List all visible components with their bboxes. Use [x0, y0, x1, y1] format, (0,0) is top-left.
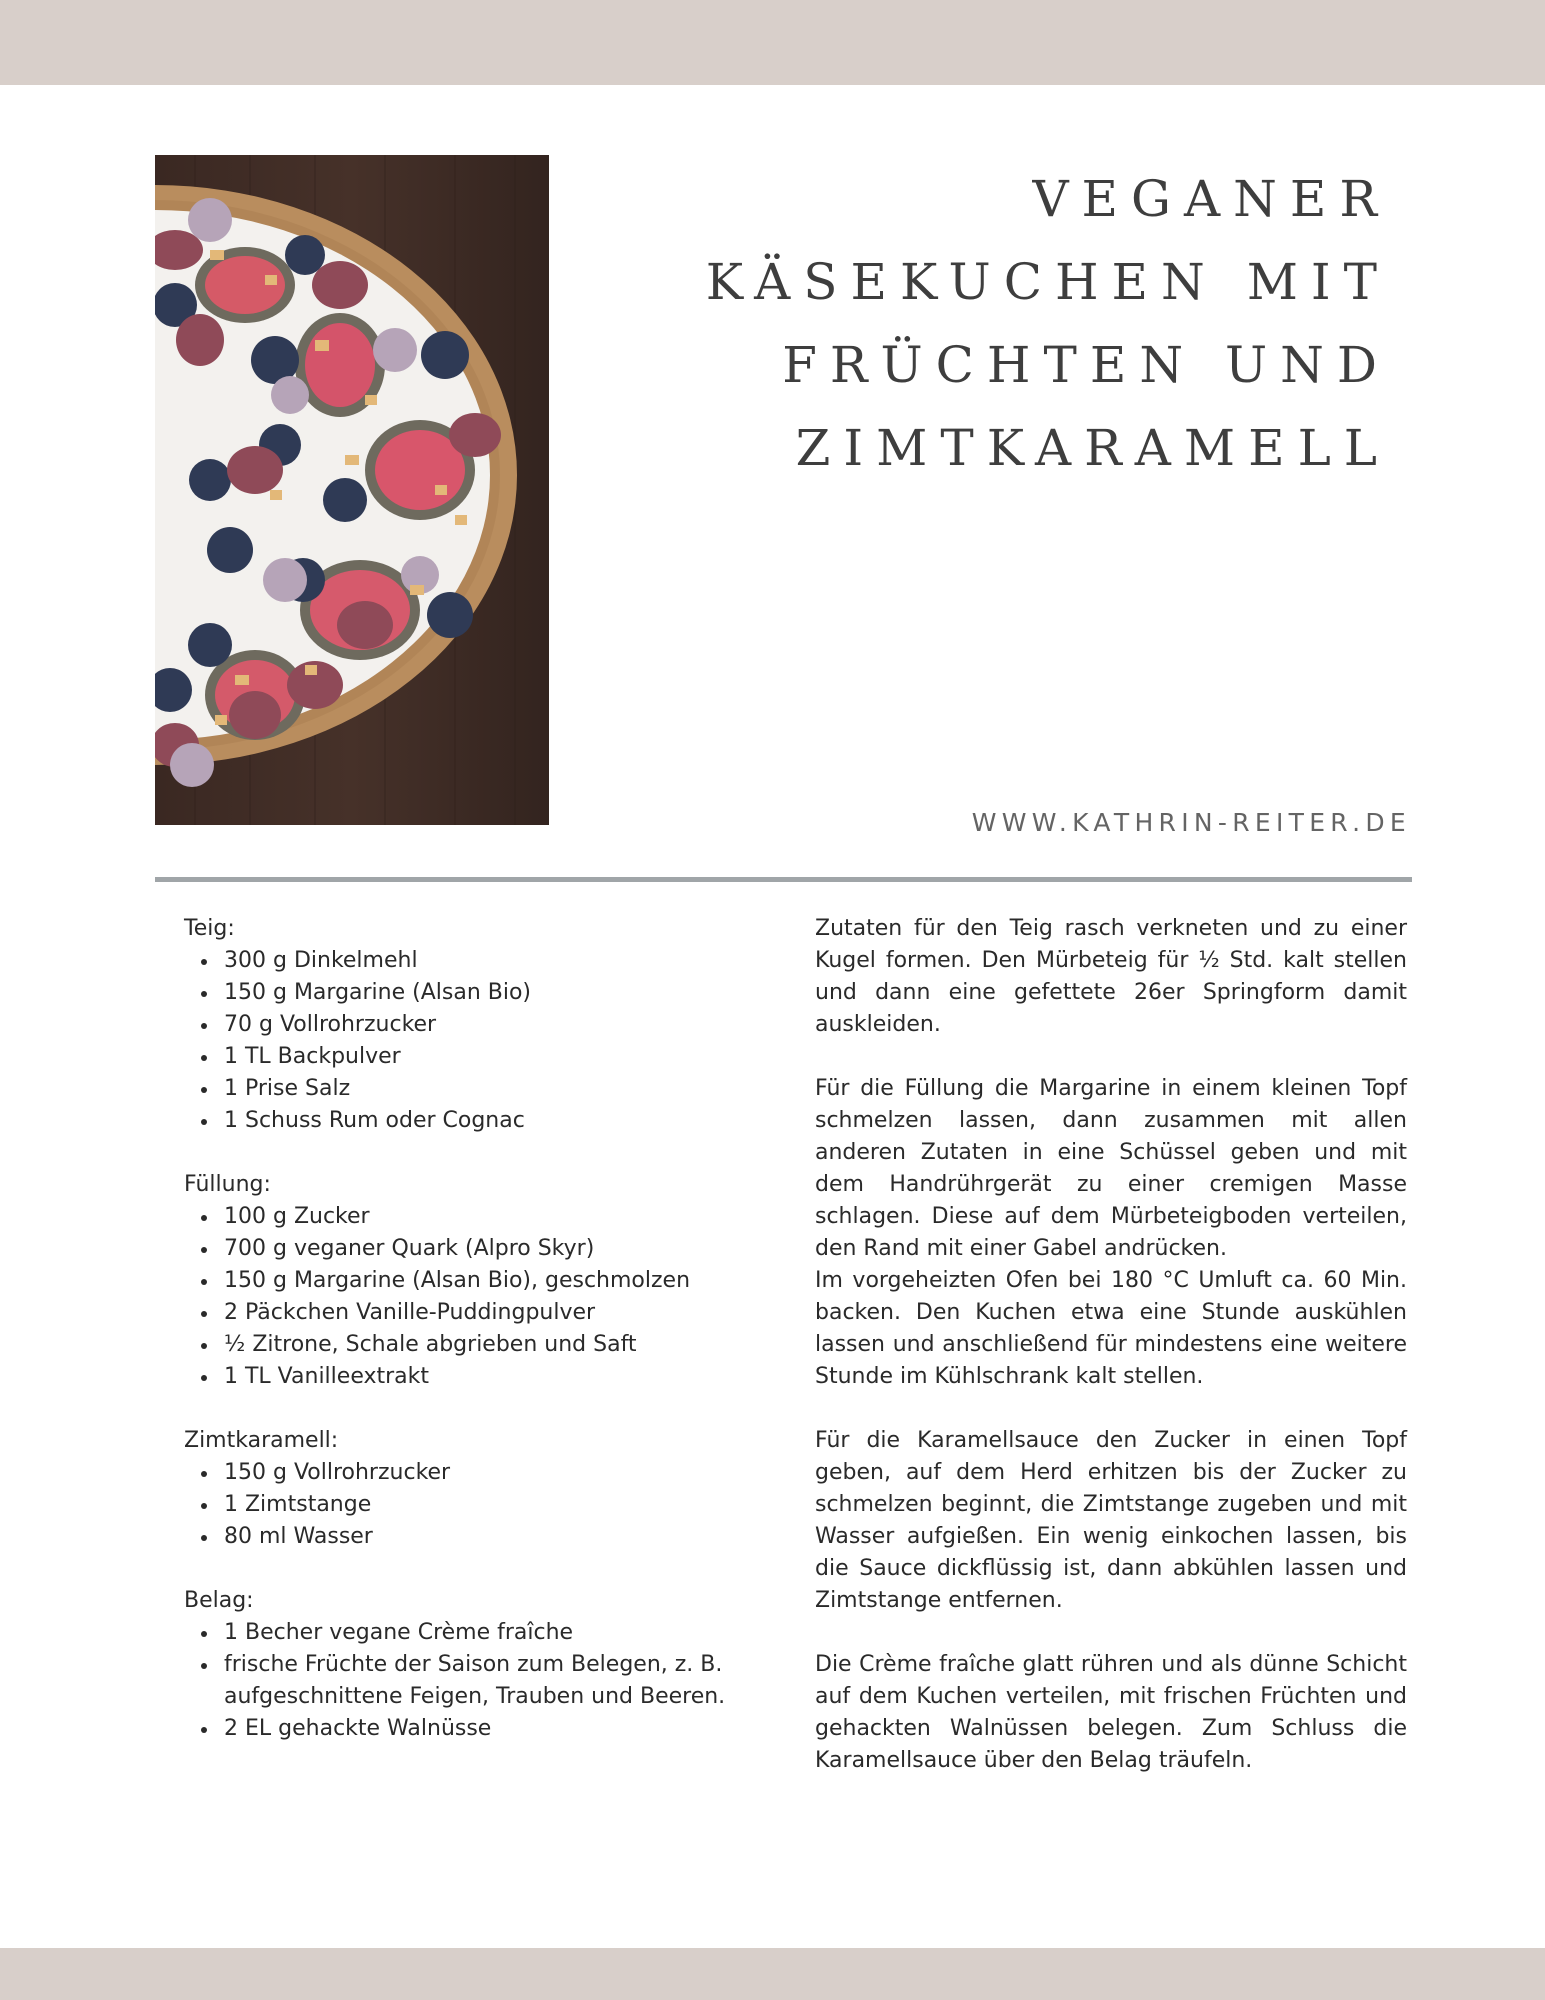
- title-line: VEGANER: [1032, 170, 1390, 228]
- section-title: Zimtkaramell:: [184, 1428, 339, 1453]
- instruction-paragraph: Für die Karamellsauce den Zucker in einen Topf geben, auf dem Herd erhitzen bis der Zucker zu schmelzen beginnt, die Zimtstange zugeben und mit Wasser aufgießen. Ein wenig einkochen lassen, bis die Sauce dickflüssig ist, dann abkühlen lassen und Zimtstange entfernen.: [815, 1428, 1407, 1613]
- recipe-photo: [155, 155, 549, 825]
- ingredient-item: ½ Zitrone, Schale abgrieben und Saft: [224, 1329, 784, 1361]
- ingredient-list: [184, 1201, 784, 1393]
- tart-image-icon: [155, 155, 549, 825]
- header-band: [0, 0, 1545, 85]
- ingredient-item: 100 g Zucker: [224, 1201, 784, 1233]
- ingredient-item: 1 Prise Salz: [224, 1073, 784, 1105]
- recipe-title: [630, 158, 1390, 490]
- ingredient-item: 1 TL Backpulver: [224, 1041, 784, 1073]
- ingredients-column: [184, 913, 784, 1777]
- ingredient-section-teig: [184, 913, 784, 1137]
- ingredient-list: [184, 945, 784, 1137]
- instruction-paragraph: Die Crème fraîche glatt rühren und als dünne Schicht auf dem Kuchen verteilen, mit frischen Früchten und gehackten Walnüssen belegen. Zum Schluss die Karamellsauce über den Belag träufeln.: [815, 1652, 1407, 1773]
- ingredient-section-fuellung: [184, 1169, 784, 1393]
- ingredient-item: 2 Päckchen Vanille-Puddingpulver: [224, 1297, 784, 1329]
- ingredient-item: 1 Zimtstange: [224, 1489, 784, 1521]
- ingredient-item: frische Früchte der Saison zum Belegen, z. B. aufgeschnittene Feigen, Trauben und Beeren.: [224, 1649, 784, 1713]
- ingredient-item: 150 g Margarine (Alsan Bio): [224, 977, 784, 1009]
- ingredient-item: 70 g Vollrohrzucker: [224, 1009, 784, 1041]
- title-line: KÄSEKUCHEN MIT: [705, 253, 1390, 311]
- ingredient-list: [184, 1457, 784, 1553]
- ingredient-item: 1 TL Vanilleextrakt: [224, 1361, 784, 1393]
- section-title: Füllung:: [184, 1172, 271, 1197]
- ingredient-item: 1 Schuss Rum oder Cognac: [224, 1105, 784, 1137]
- instructions-column: [815, 913, 1407, 1777]
- website-link[interactable]: WWW.KATHRIN-REITER.DE: [971, 808, 1411, 837]
- ingredient-item: 80 ml Wasser: [224, 1521, 784, 1553]
- instruction-paragraph: Für die Füllung die Margarine in einem kleinen Topf schmelzen lassen, dann zusammen mit allen anderen Zutaten in eine Schüssel geben und mit dem Handrührgerät zu einer cremigen Masse schlagen. Diese auf dem Mürbeteigboden verteilen, den Rand mit einer Gabel andrücken.: [815, 1076, 1407, 1261]
- title-line: FRÜCHTEN UND: [782, 336, 1390, 394]
- title-line: ZIMTKARAMELL: [795, 419, 1390, 477]
- ingredient-item: 1 Becher vegane Crème fraîche: [224, 1617, 784, 1649]
- ingredient-item: 2 EL gehackte Walnüsse: [224, 1713, 784, 1745]
- ingredient-section-zimtkaramell: [184, 1425, 784, 1553]
- footer-band: [0, 1948, 1545, 2000]
- ingredient-item: 300 g Dinkelmehl: [224, 945, 784, 977]
- divider: [155, 877, 1412, 882]
- instruction-paragraph: Im vorgeheizten Ofen bei 180 °C Umluft ca. 60 Min. backen. Den Kuchen etwa eine Stunde auskühlen lassen und anschließend für mindestens eine weitere Stunde im Kühlschrank kalt stellen.: [815, 1268, 1407, 1389]
- section-title: Belag:: [184, 1588, 254, 1613]
- ingredient-section-belag: [184, 1585, 784, 1745]
- ingredient-item: 150 g Vollrohrzucker: [224, 1457, 784, 1489]
- section-title: Teig:: [184, 916, 235, 941]
- ingredient-item: 700 g veganer Quark (Alpro Skyr): [224, 1233, 784, 1265]
- ingredient-list: [184, 1617, 784, 1745]
- ingredient-item: 150 g Margarine (Alsan Bio), geschmolzen: [224, 1265, 784, 1297]
- instruction-paragraph: Zutaten für den Teig rasch verkneten und zu einer Kugel formen. Den Mürbeteig für ½ Std. kalt stellen und dann eine gefettete 26er Springform damit auskleiden.: [815, 916, 1407, 1037]
